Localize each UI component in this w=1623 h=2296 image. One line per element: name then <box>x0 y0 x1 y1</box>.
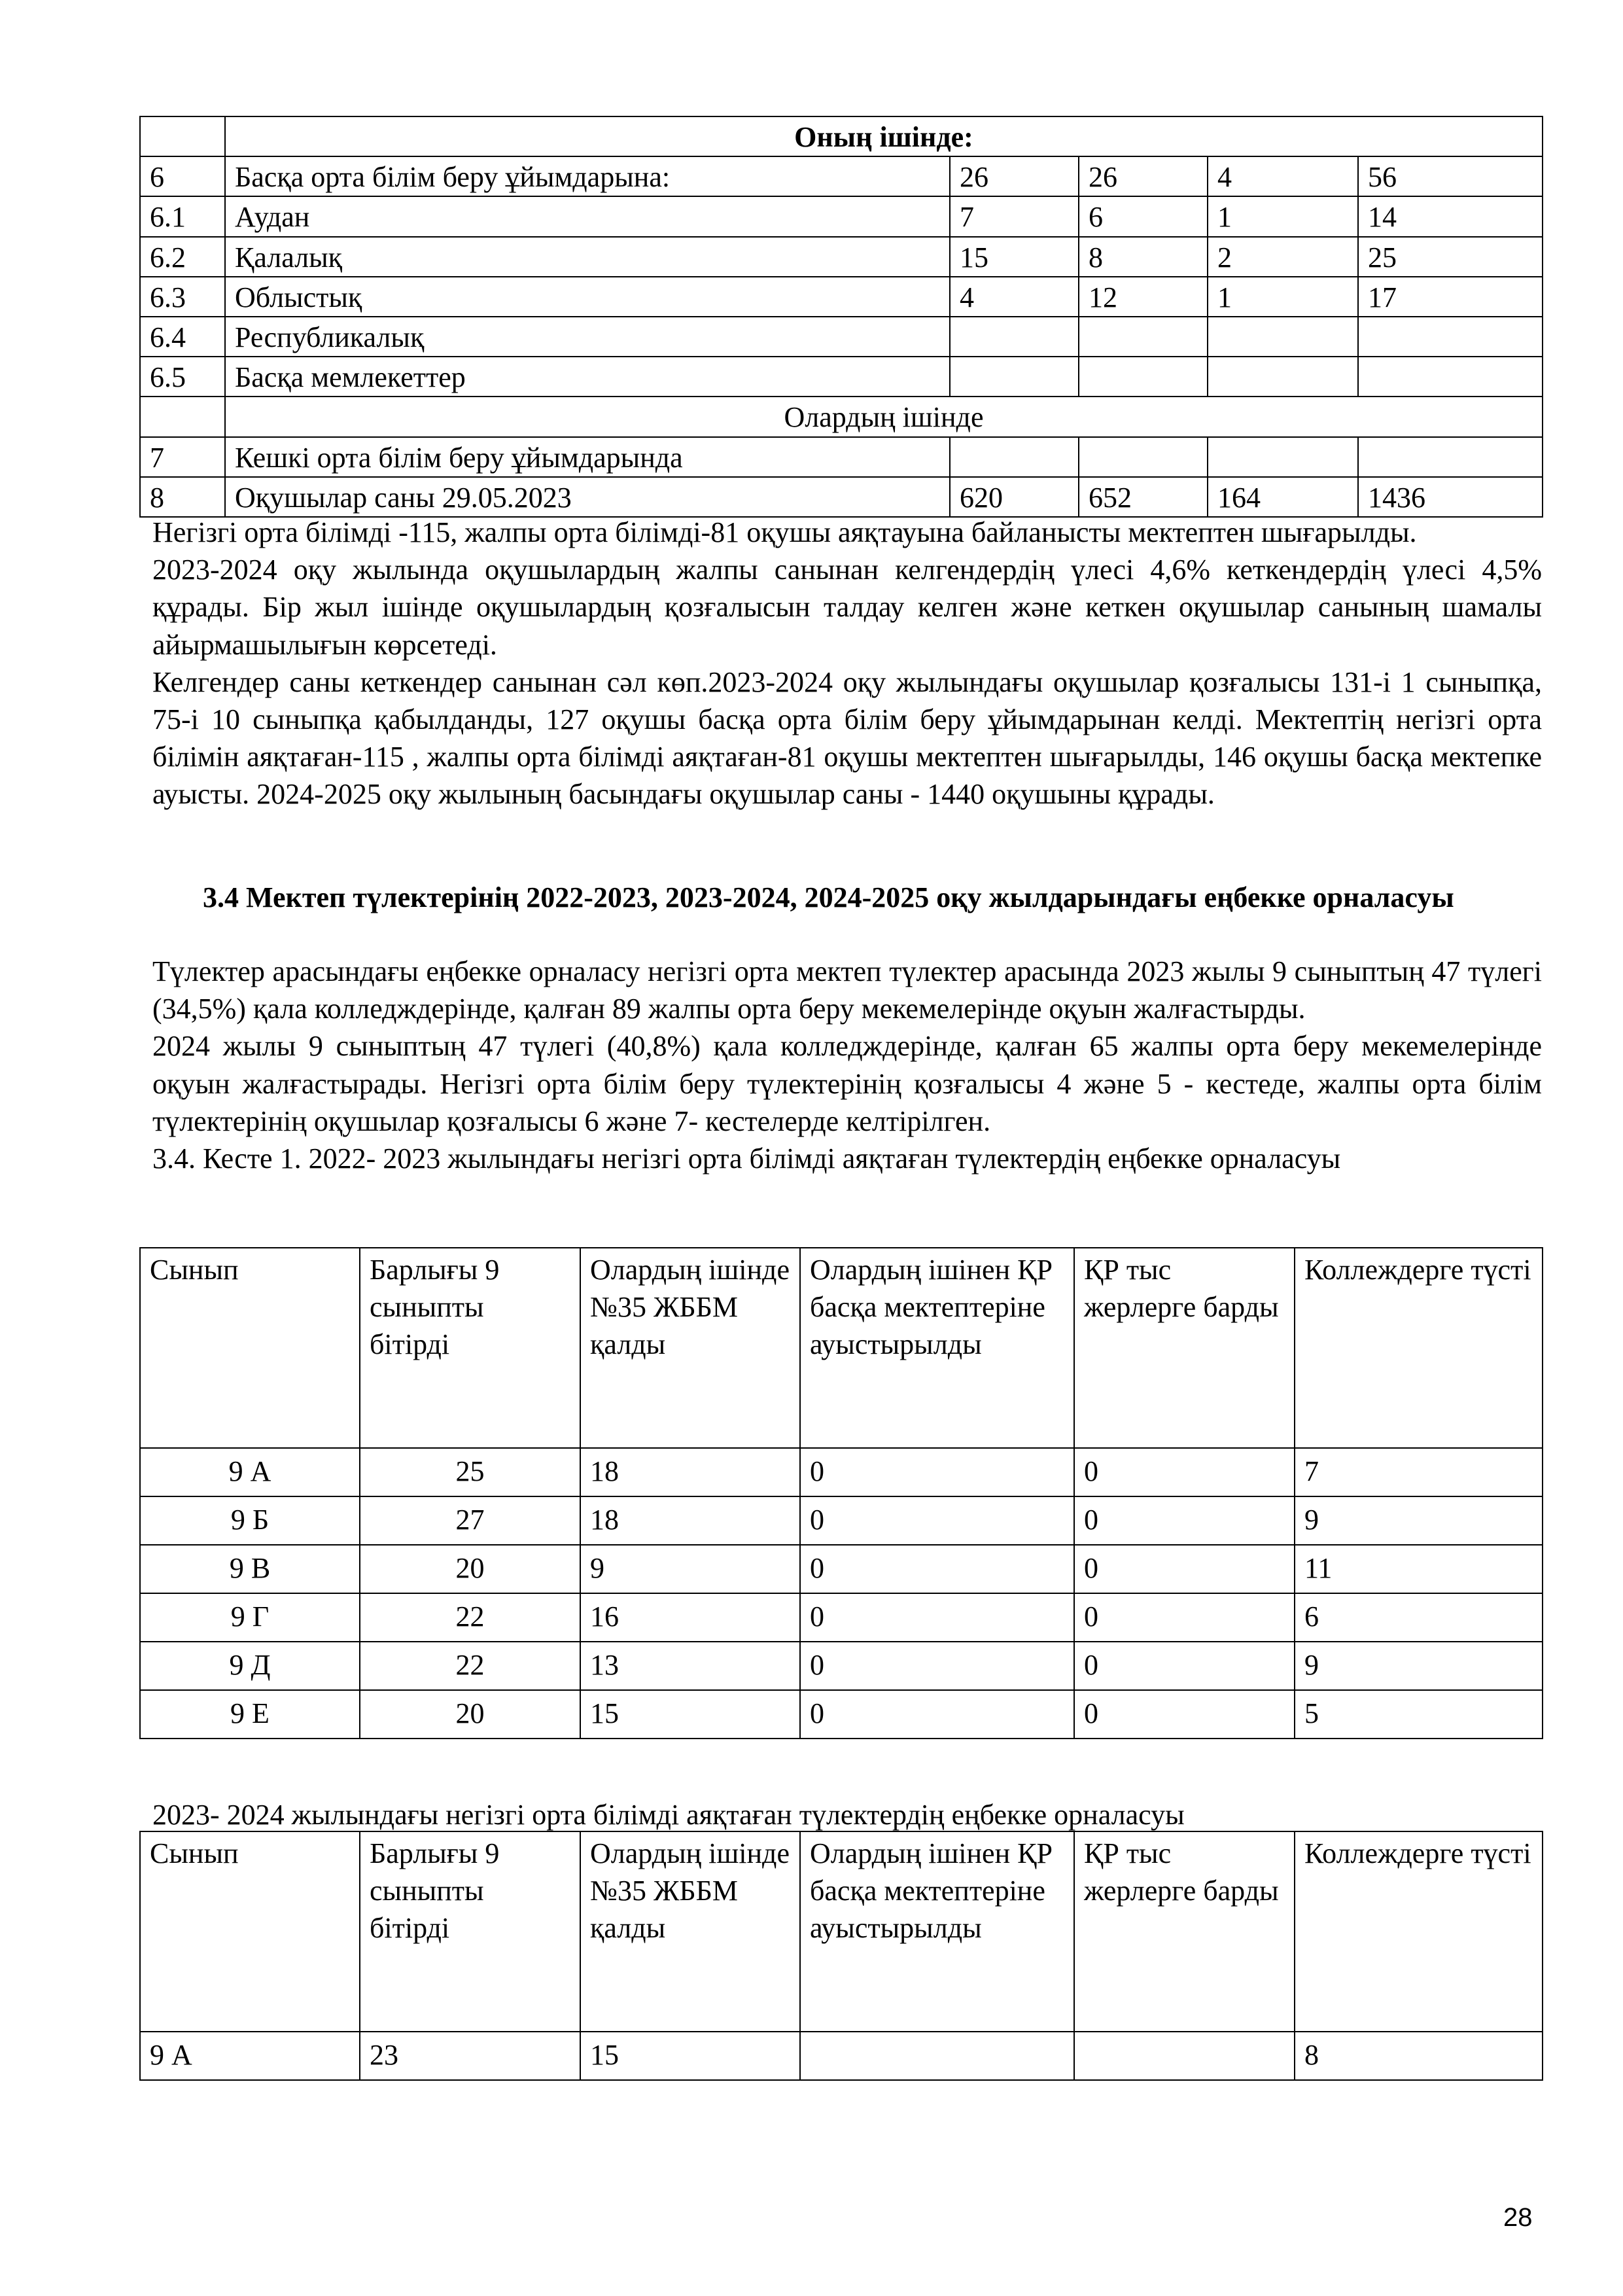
table-cell: 1436 <box>1358 477 1543 517</box>
table-cell: 9 Б <box>140 1496 360 1545</box>
table-caption: 2023- 2024 жылындағы негізгі орта білімді аяқтаған түлектердің еңбекке орналасуы <box>152 1799 1185 1831</box>
table-cell: 0 <box>800 1642 1074 1690</box>
column-header-label: Олардың ішінде №35 ЖББМ қалды <box>590 1254 790 1361</box>
paragraph: Түлектер арасындағы еңбекке орналасу негізгі орта мектеп түлектер арасында 2023 жылы 9 сыныптың 47 түлегі (34,5%) қала колледждерінде, қалған 89 жалпы орта беру мекемелерінде оқуын жалғастырды. <box>152 955 1542 1025</box>
column-header-label: Сынып <box>150 1254 239 1286</box>
table-cell: 26 <box>1079 156 1208 196</box>
table-cell <box>950 437 1079 477</box>
table-cell <box>1079 357 1208 397</box>
table-row <box>140 1593 1543 1642</box>
column-header-label: Олардың ішінен ҚР басқа мектептеріне ауыстырылды <box>810 1837 1053 1945</box>
page-number: 28 <box>1503 2203 1533 2232</box>
table-cell: 0 <box>800 1593 1074 1642</box>
table-cell: Қалалық <box>225 237 950 277</box>
table-cell <box>1079 317 1208 357</box>
table-cell: 9 Д <box>140 1642 360 1690</box>
column-header <box>800 1831 1074 2032</box>
graduates-table-2023-2024 <box>139 1831 1543 2081</box>
table-cell: 56 <box>1358 156 1543 196</box>
students-movement-table <box>139 116 1543 518</box>
table-cell: 15 <box>950 237 1079 277</box>
paragraph: 2024 жылы 9 сыныптың 47 түлегі (40,8%) қала колледждерінде, қалған 65 жалпы орта беру мекемелерінде оқуын жалғастырады. Негізгі орта білім беру түлектерінің қозғалысы 4 және 5 - кестеде, жалпы орта білім түлектерінің оқушылар қозғалысы 6 және 7- кестелерде келтірілген. <box>152 1030 1542 1137</box>
column-header <box>1074 1248 1295 1448</box>
paragraph: 2023-2024 оқу жылында оқушылардың жалпы санынан келгендердің үлесі 4,6% кеткендердің үлесі 4,5% құрады. Бір жыл ішінде оқушылардың қозғалысын талдау келген және кеткен оқушылар санының шамалы айырмашылығын көрсетеді. <box>152 554 1542 661</box>
paragraph: Келгендер саны кеткендер санынан сәл көп.2023-2024 оқу жылындағы оқушылар қозғалысы 131-і 1 сыныпқа, 75-і 10 сыныпқа қабылданды, 127 оқушы басқа орта білім беру ұйымдарынан келді. Мектептің негізгі орта білімін аяқтаған-115 , жалпы орта білімді аяқтаған-81 оқушы мектептен шығарылды, 146 оқушы басқа мектепке ауысты. 2024-2025 оқу жылының басындағы оқушылар саны - 1440 оқушыны құрады. <box>152 665 1542 811</box>
table-cell: 0 <box>1074 1690 1295 1739</box>
table-cell: 8 <box>140 477 225 517</box>
table-cell: 0 <box>1074 1496 1295 1545</box>
column-header <box>140 1831 360 2032</box>
table-cell: 0 <box>800 1448 1074 1496</box>
table-cell: 6 <box>140 156 225 196</box>
column-header-label: Коллеждерге түсті <box>1304 1837 1531 1869</box>
column-header-label: Барлығы 9 сыныпты бітірді <box>370 1254 500 1361</box>
table-cell: 9 <box>1295 1642 1543 1690</box>
table-cell: 0 <box>800 1690 1074 1739</box>
table-cell: 20 <box>360 1690 580 1739</box>
table-row <box>140 196 1543 236</box>
column-header <box>1074 1831 1295 2032</box>
graduates-table-2022-2023 <box>139 1247 1543 1739</box>
table-row <box>140 1448 1543 1496</box>
paragraph-block-2 <box>152 953 1542 1177</box>
table-row <box>140 1642 1543 1690</box>
column-header <box>1295 1248 1543 1448</box>
table-row <box>140 2032 1543 2080</box>
table-cell: 22 <box>360 1593 580 1642</box>
column-header <box>800 1248 1074 1448</box>
table-cell <box>1208 317 1358 357</box>
table-cell <box>1358 357 1543 397</box>
table-cell: 25 <box>1358 237 1543 277</box>
table-cell: 18 <box>580 1448 800 1496</box>
column-header <box>360 1248 580 1448</box>
table-cell: 25 <box>360 1448 580 1496</box>
table-cell: 2 <box>1208 237 1358 277</box>
table-cell: 7 <box>1295 1448 1543 1496</box>
table-cell: Кешкі орта білім беру ұйымдарында <box>225 437 950 477</box>
table-cell: 6.1 <box>140 196 225 236</box>
table-cell <box>1074 2032 1295 2080</box>
table-row <box>140 1496 1543 1545</box>
table-header-row <box>140 1831 1543 2032</box>
table-cell <box>800 2032 1074 2080</box>
table-cell: 11 <box>1295 1545 1543 1593</box>
table-cell: 4 <box>1208 156 1358 196</box>
table-cell: 6.5 <box>140 357 225 397</box>
table-cell: 7 <box>140 437 225 477</box>
table-cell: 0 <box>1074 1448 1295 1496</box>
table-cell: 1 <box>1208 196 1358 236</box>
column-header <box>1295 1831 1543 2032</box>
table-cell: 23 <box>360 2032 580 2080</box>
table-row <box>140 357 1543 397</box>
table-cell: 27 <box>360 1496 580 1545</box>
column-header-label: Олардың ішінде №35 ЖББМ қалды <box>590 1837 790 1945</box>
table-cell: 16 <box>580 1593 800 1642</box>
table-cell: 9 А <box>140 2032 360 2080</box>
table-cell: 20 <box>360 1545 580 1593</box>
table-cell: 6 <box>1295 1593 1543 1642</box>
table-cell: Оқушылар саны 29.05.2023 <box>225 477 950 517</box>
table-cell <box>1208 437 1358 477</box>
table-subheading-row: Олардың ішінде <box>225 397 1543 436</box>
column-header-label: ҚР тыс жерлерге барды <box>1084 1254 1279 1324</box>
table-cell: 164 <box>1208 477 1358 517</box>
table-cell: 6.4 <box>140 317 225 357</box>
table-cell: 652 <box>1079 477 1208 517</box>
table-cell: 9 А <box>140 1448 360 1496</box>
table-cell: Республикалық <box>225 317 950 357</box>
section-heading: 3.4 Мектеп түлектерінің 2022-2023, 2023-2024, 2024-2025 оқу жылдарындағы еңбекке орналасуы <box>203 881 1454 913</box>
table-cell: 5 <box>1295 1690 1543 1739</box>
column-header-label: Барлығы 9 сыныпты бітірді <box>370 1837 500 1945</box>
table-cell: Облыстық <box>225 277 950 317</box>
table-header-row <box>140 1248 1543 1448</box>
column-header <box>580 1831 800 2032</box>
table-cell: 0 <box>800 1545 1074 1593</box>
table-cell: 9 <box>580 1545 800 1593</box>
table-cell <box>1079 437 1208 477</box>
table-cell: Аудан <box>225 196 950 236</box>
table-cell: 6.2 <box>140 237 225 277</box>
table-cell <box>950 317 1079 357</box>
table-row <box>140 1545 1543 1593</box>
column-header <box>580 1248 800 1448</box>
table-cell <box>950 357 1079 397</box>
table-cell: 9 В <box>140 1545 360 1593</box>
table-cell: 8 <box>1079 237 1208 277</box>
table-cell: 1 <box>1208 277 1358 317</box>
table-cell <box>1358 317 1543 357</box>
table-cell: Басқа мемлекеттер <box>225 357 950 397</box>
table-cell: 13 <box>580 1642 800 1690</box>
table-cell: 12 <box>1079 277 1208 317</box>
table-cell: 6.3 <box>140 277 225 317</box>
table-cell: Басқа орта білім беру ұйымдарына: <box>225 156 950 196</box>
column-header-label: Сынып <box>150 1837 239 1869</box>
table-row <box>140 397 1543 436</box>
table-row <box>140 237 1543 277</box>
table-cell: 0 <box>1074 1642 1295 1690</box>
table-cell: 6 <box>1079 196 1208 236</box>
paragraph-block-1 <box>152 514 1542 813</box>
table-cell: 8 <box>1295 2032 1543 2080</box>
table-heading-row: Оның ішінде: <box>225 116 1543 156</box>
table-cell <box>1208 357 1358 397</box>
table-row <box>140 156 1543 196</box>
column-header-label: Коллеждерге түсті <box>1304 1254 1531 1286</box>
column-header-label: ҚР тыс жерлерге барды <box>1084 1837 1279 1907</box>
table-cell: 4 <box>950 277 1079 317</box>
table-cell: 0 <box>800 1496 1074 1545</box>
table-cell: 14 <box>1358 196 1543 236</box>
table-cell: 0 <box>1074 1545 1295 1593</box>
column-header <box>360 1831 580 2032</box>
table-cell: 15 <box>580 2032 800 2080</box>
table-row <box>140 1690 1543 1739</box>
table-cell: 7 <box>950 196 1079 236</box>
table-cell: 26 <box>950 156 1079 196</box>
table-cell: 18 <box>580 1496 800 1545</box>
table-row <box>140 277 1543 317</box>
table-cell: 17 <box>1358 277 1543 317</box>
table-cell: 9 Е <box>140 1690 360 1739</box>
table-row <box>140 437 1543 477</box>
table-row <box>140 477 1543 517</box>
table-cell: 9 Г <box>140 1593 360 1642</box>
table-cell: 22 <box>360 1642 580 1690</box>
table-cell: 15 <box>580 1690 800 1739</box>
table-cell: 620 <box>950 477 1079 517</box>
table-row <box>140 116 1543 156</box>
table-row <box>140 317 1543 357</box>
column-header <box>140 1248 360 1448</box>
table-caption: 3.4. Кесте 1. 2022- 2023 жылындағы негізгі орта білімді аяқтаған түлектердің еңбекке орналасуы <box>152 1142 1341 1174</box>
table-cell: 0 <box>1074 1593 1295 1642</box>
table-cell: 9 <box>1295 1496 1543 1545</box>
column-header-label: Олардың ішінен ҚР басқа мектептеріне ауыстырылды <box>810 1254 1053 1361</box>
table-cell <box>1358 437 1543 477</box>
paragraph: Негізгі орта білімді -115, жалпы орта білімді-81 оқушы аяқтауына байланысты мектептен шығарылды. <box>152 516 1417 548</box>
